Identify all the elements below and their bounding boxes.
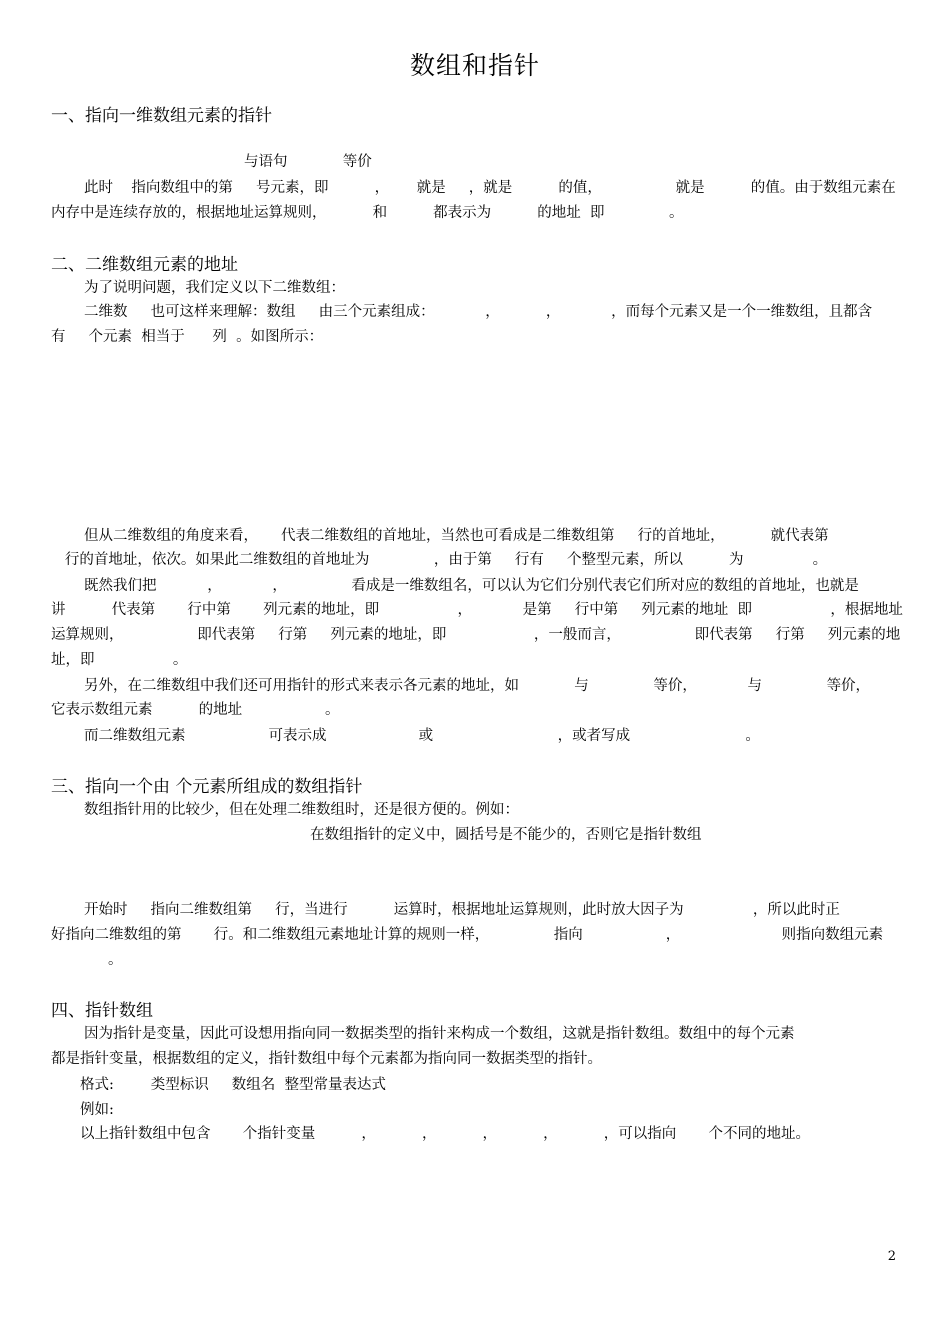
section-3-line-5: 。 bbox=[108, 952, 123, 968]
section-4-line-4: 例如: bbox=[80, 1102, 114, 1118]
section-2-line-6: 既然我们把 ， ， 看成是一维数组名，可以认为它们分别代表它们所对应的数组的首地址，也就是 bbox=[84, 578, 859, 594]
section-2-line-9: 址，即 。 bbox=[51, 652, 188, 668]
section-4-line-2: 都是指针变量，根据数组的定义，指针数组中每个元素都为指向同一数据类型的指针。 bbox=[51, 1051, 602, 1067]
section-2-line-4: 但从二维数组的角度来看， 代表二维数组的首地址，当然也可看成是二维数组第 行的首地址， 就代表第 bbox=[84, 528, 829, 544]
page-number: 2 bbox=[887, 1249, 896, 1264]
section-3-heading: 三、指向一个由 个元素所组成的数组指针 bbox=[51, 777, 363, 797]
section-2-line-1: 为了说明问题，我们定义以下二维数组： bbox=[84, 280, 345, 296]
section-4-line-1: 因为指针是变量，因此可设想用指向同一数据类型的指针来构成一个数组，这就是指针数组。数组中的每个元素 bbox=[84, 1026, 795, 1042]
section-2-line-3: 有 个元素 相当于 列 。如图所示： bbox=[51, 329, 324, 345]
document-title: 数组和指针 bbox=[409, 51, 540, 80]
section-4-heading: 四、指针数组 bbox=[51, 1001, 153, 1021]
section-3-line-1: 数组指针用的比较少，但在处理二维数组时，还是很方便的。例如： bbox=[84, 802, 519, 818]
section-2-line-10: 另外，在二维数组中我们还可用指针的形式来表示各元素的地址，如 与 等价， 与 等价， bbox=[84, 678, 871, 694]
section-4-line-3: 格式: 类型标识 数组名 整型常量表达式 bbox=[80, 1077, 387, 1093]
section-2-line-8: 运算规则， 即代表第 行第 列元素的地址，即 ，一般而言， 即代表第 行第 列元素的地 bbox=[51, 627, 901, 643]
section-2-line-12: 而二维数组元素 可表示成 或 ，或者写成 。 bbox=[84, 728, 760, 744]
section-1-heading: 一、指向一维数组元素的指针 bbox=[51, 106, 272, 126]
section-2-line-11: 它表示数组元素 的地址 。 bbox=[51, 702, 340, 718]
section-3-line-4: 好指向二维数组的第 行。和二维数组元素地址计算的规则一样， 指向 ， 则指向数组元素 bbox=[51, 927, 884, 943]
section-2-line-5: 行的首地址，依次。如果此二维数组的首地址为 ，由于第 行有 个整型元素，所以 为 。 bbox=[51, 552, 828, 568]
section-3-line-3: 开始时 指向二维数组第 行，当进行 运算时，根据地址运算规则，此时放大因子为 ，所以此时正 bbox=[84, 902, 840, 918]
section-1-line-3: 内存中是连续存放的，根据地址运算规则， 和 都表示为 的地址 即 。 bbox=[51, 205, 684, 221]
section-2-line-7: 讲 代表第 行中第 列元素的地址，即 ， 是第 行中第 列元素的地址 即 ，根据地址 bbox=[51, 602, 903, 618]
section-2-line-2: 二维数 也可这样来理解：数组 由三个元素组成： ， ， ，而每个元素又是一个一维数组，且都含 bbox=[84, 304, 873, 320]
section-3-line-2: 在数组指针的定义中，圆括号是不能少的，否则它是指针数组 bbox=[310, 827, 702, 843]
section-1-line-1: 与语句 等价 bbox=[244, 154, 372, 170]
section-4-line-5: 以上指针数组中包含 个指针变量 ， ， ， ， ，可以指向 个不同的地址。 bbox=[80, 1126, 810, 1142]
section-2-heading: 二、二维数组元素的地址 bbox=[51, 255, 238, 275]
section-1-line-2: 此时 指向数组中的第 号元素，即 ， 就是 ，就是 的值， 就是 的值。由于数组元素在 bbox=[84, 180, 896, 196]
